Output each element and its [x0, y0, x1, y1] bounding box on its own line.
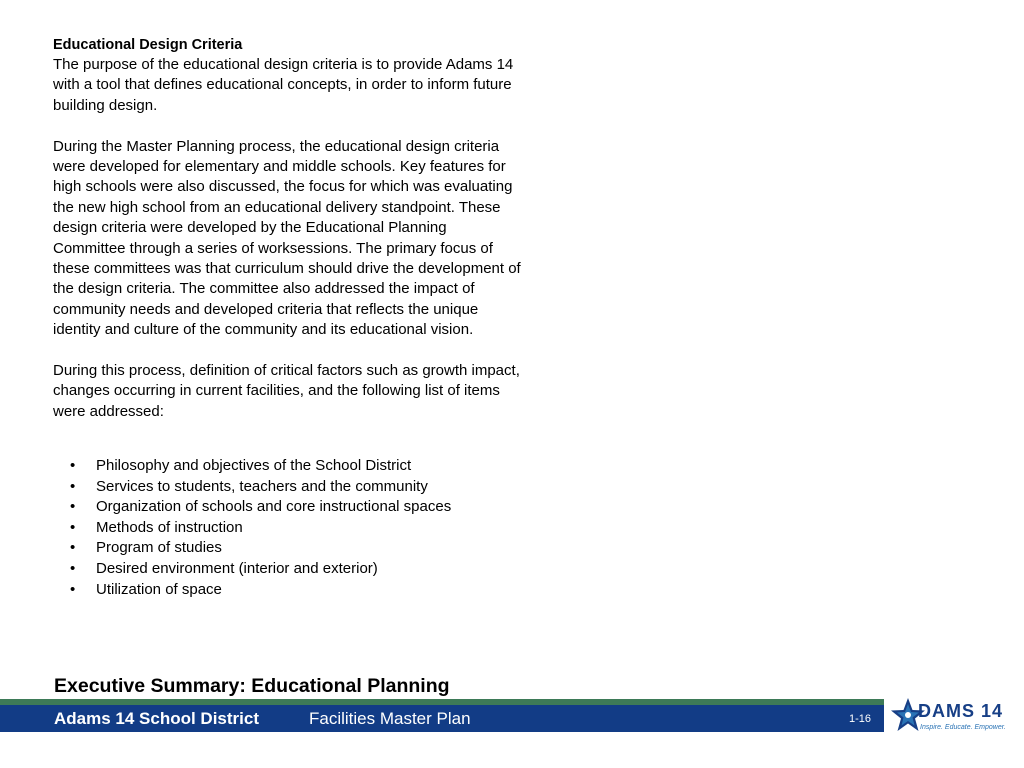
section-heading: Educational Design Criteria — [53, 37, 243, 53]
bullet-text: Organization of schools and core instructional spaces — [96, 498, 452, 516]
bullet-list — [70, 456, 451, 600]
bullet-marker: • — [70, 498, 76, 516]
bullet-item — [70, 477, 451, 498]
paragraph-process: During the Master Planning process, the educational design criteria were developed for elementary and middle schools. Key features for high schools were also discussed, the focus for which was evaluating the new high school from an educational delivery standpoint. These design criteria were developed by the Educational Planning Committee through a series of worksessions. The primary focus of these committees was that curriculum should drive the development of the design criteria. The committee also addressed the impact of community needs and developed criteria that reflects the unique identity and culture of the community and its educational vision. — [53, 137, 521, 339]
bullet-marker: • — [70, 457, 76, 474]
content-column — [53, 36, 523, 422]
footer-plan-name: Facilities Master Plan — [309, 709, 471, 728]
page-number: 1-16 — [849, 713, 872, 725]
bullet-item — [70, 538, 451, 559]
footer-bar — [0, 705, 884, 732]
bullet-text: Program of studies — [96, 539, 222, 557]
bullet-item — [70, 456, 451, 477]
logo-tagline: Inspire. Educate. Empower. — [920, 724, 1006, 731]
paragraph-purpose: The purpose of the educational design criteria is to provide Adams 14 with a tool that defines educational concepts, in order to inform future building design. — [53, 56, 514, 114]
bullet-text: Desired environment (interior and exterior) — [96, 559, 378, 577]
bullet-text: Philosophy and objectives of the School District — [96, 457, 412, 474]
bullet-item — [70, 580, 451, 601]
bullet-item — [70, 497, 451, 518]
bullet-marker: • — [70, 477, 76, 495]
logo-wordmark: DAMS 14 — [918, 701, 1004, 721]
bullet-text: Services to students, teachers and the community — [96, 477, 428, 495]
bullet-item — [70, 518, 451, 539]
bullet-marker: • — [70, 559, 76, 577]
paragraph-factors: During this process, definition of critical factors such as growth impact, changes occurring in current facilities, and the following list of items were addressed: — [53, 362, 520, 420]
footer-district-name: Adams 14 School District — [54, 709, 260, 728]
page-title: Executive Summary: Educational Planning — [54, 675, 450, 697]
district-logo — [890, 695, 1014, 741]
bullet-text: Utilization of space — [96, 580, 222, 598]
bullet-marker: • — [70, 518, 76, 536]
bullet-text: Methods of instruction — [96, 518, 243, 536]
bullet-item — [70, 559, 451, 580]
bullet-marker: • — [70, 580, 76, 598]
bullet-marker: • — [70, 539, 76, 557]
